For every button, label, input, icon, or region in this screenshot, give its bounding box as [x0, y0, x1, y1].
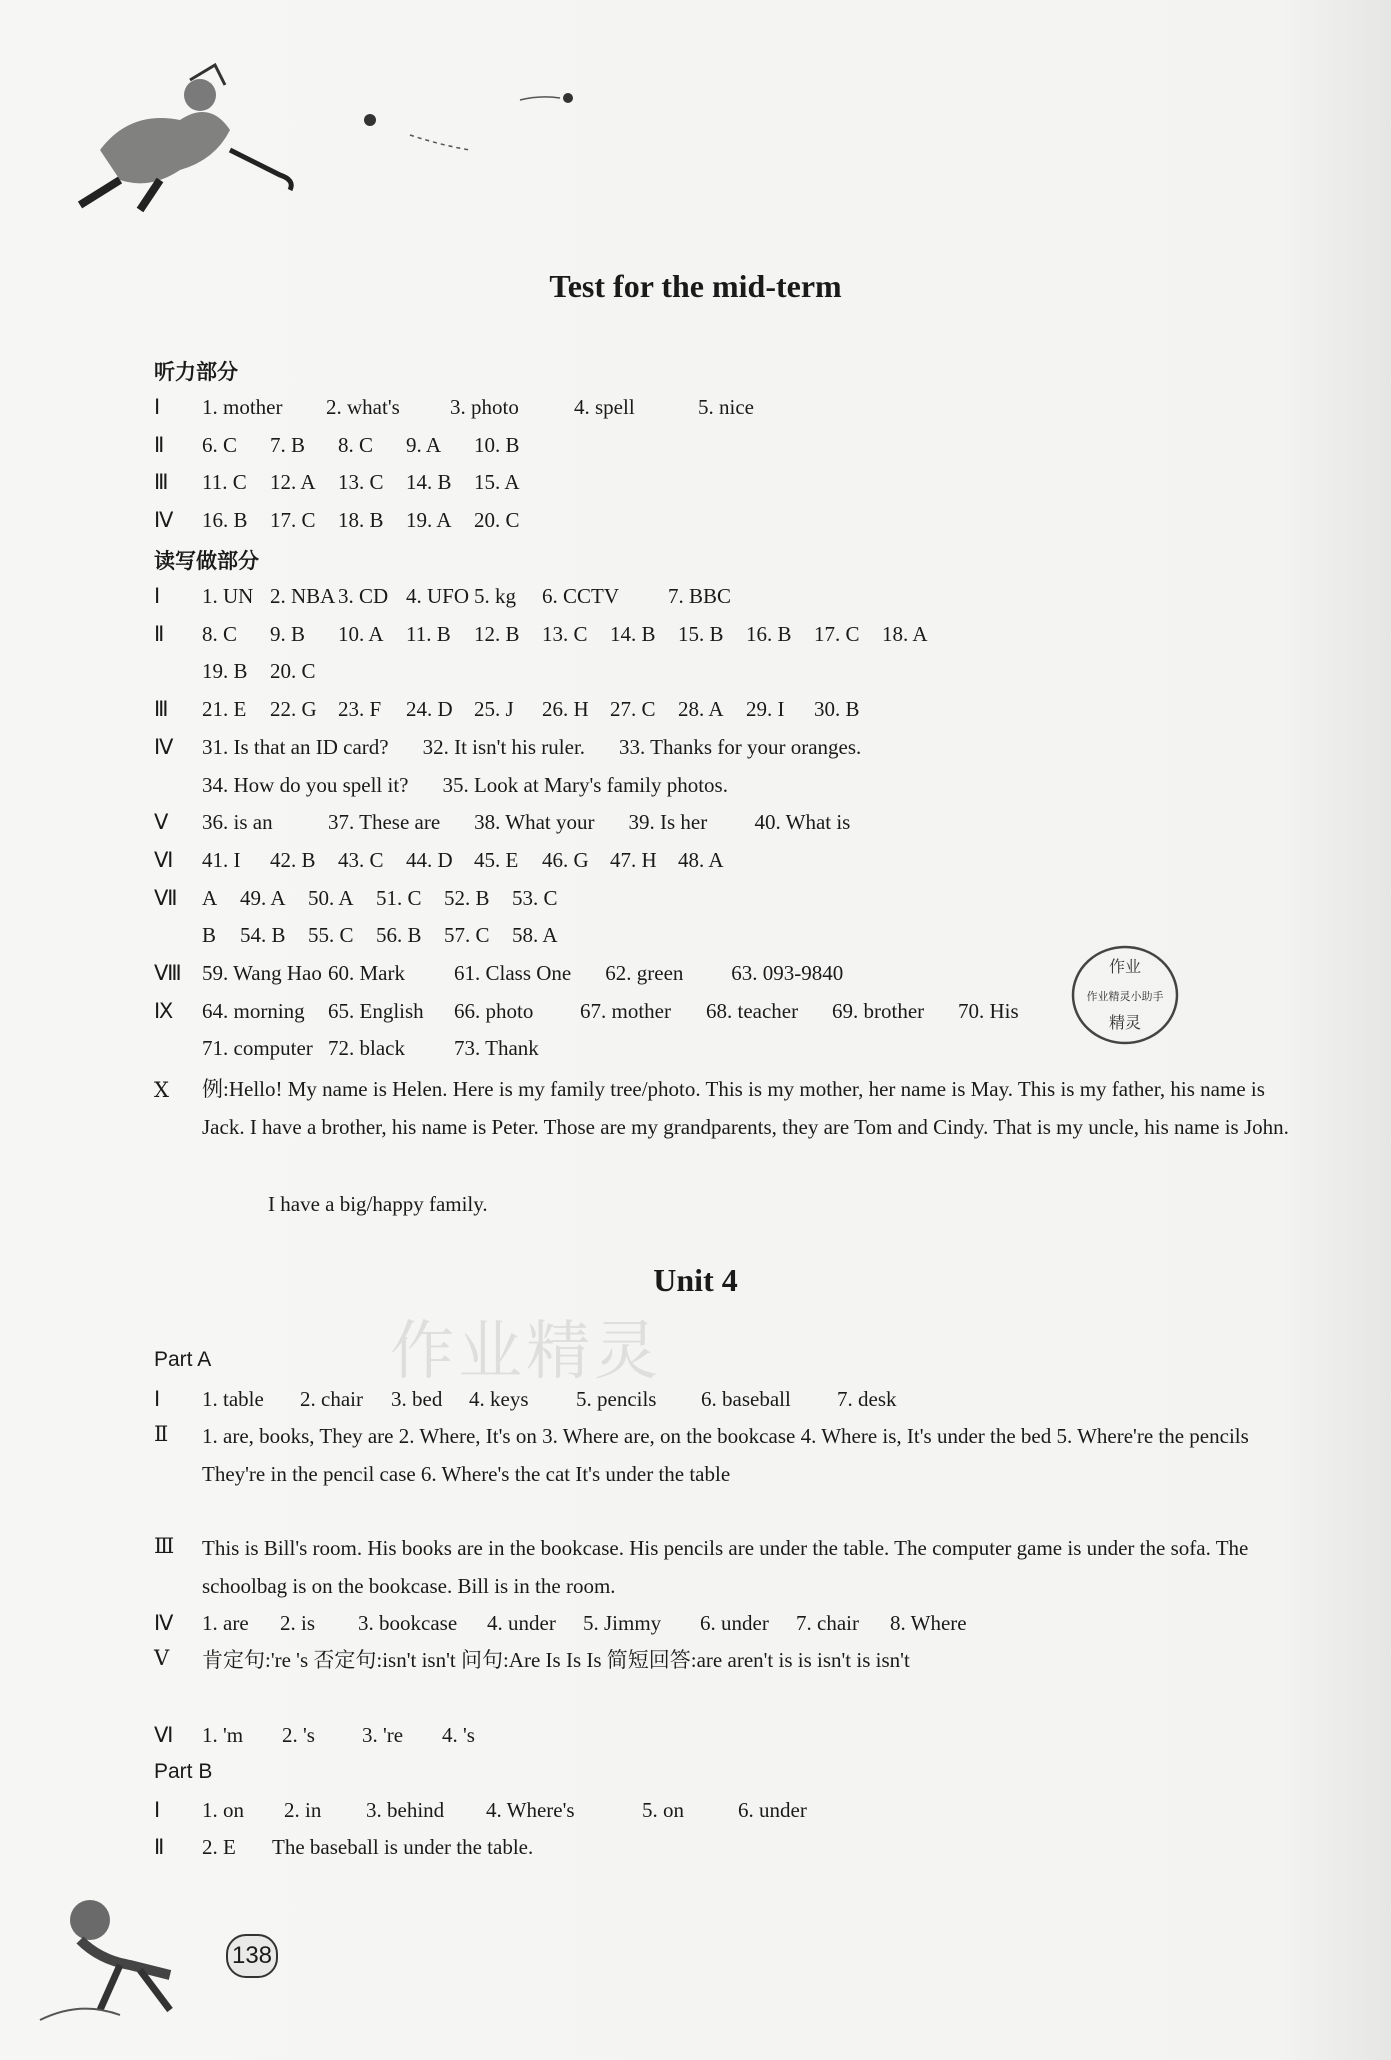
- answer-item: 1. UN: [202, 584, 254, 608]
- roman-numeral: Ⅳ: [154, 1611, 174, 1635]
- part-a-label: Part A: [154, 1348, 212, 1371]
- answer-item: 46. G: [542, 847, 589, 872]
- answer-item: 22. G: [270, 697, 317, 722]
- answer-item: 45. E: [474, 847, 519, 872]
- answer-item: 2. is: [280, 1611, 316, 1635]
- part-b-ii-line: [154, 1833, 533, 1861]
- answer-item: 73. Thank: [454, 1036, 539, 1061]
- answer-item: 55. C: [308, 923, 354, 948]
- answer-item: 66. photo: [454, 998, 534, 1023]
- part-a-ii-roman: Ⅱ: [154, 1422, 169, 1446]
- answer-item: 47. H: [610, 847, 657, 872]
- answer-item: 8. C: [202, 621, 238, 646]
- answer-line: [154, 846, 746, 874]
- answer-line: [154, 884, 580, 912]
- answer-item: 4. UFO: [406, 584, 470, 608]
- hockey-player-illustration: [40, 40, 600, 220]
- answer-item: 10. A: [338, 621, 384, 646]
- answer-item: 5. kg: [474, 584, 516, 608]
- answer-item: 7. BBC: [668, 584, 732, 608]
- answer-item: 61. Class One: [454, 961, 572, 985]
- answer-line: [154, 808, 881, 836]
- answer-item: 3. bookcase: [358, 1611, 458, 1635]
- answer-item: 6. CCTV: [542, 584, 620, 608]
- roman-numeral: Ⅲ: [154, 470, 169, 495]
- roman-numeral: Ⅰ: [154, 584, 161, 608]
- answer-line: [154, 959, 857, 987]
- answer-item: 9. B: [270, 621, 306, 646]
- answer-item: 42. B: [270, 847, 316, 872]
- answer-item: 72. black: [328, 1036, 405, 1061]
- answer-item: 6. baseball: [701, 1387, 791, 1411]
- roman-numeral: Ⅷ: [154, 961, 182, 985]
- answer-item: 5. nice: [698, 395, 754, 419]
- answer-item: 29. I: [746, 697, 785, 722]
- answer-item: 59. Wang Hao: [202, 961, 322, 985]
- answer-line: [154, 620, 950, 648]
- answer-item: 15. A: [474, 470, 520, 495]
- answer-item: 27. C: [610, 697, 656, 722]
- answer-item: 2. 's: [282, 1723, 315, 1747]
- answer-item: 34. How do you spell it?: [202, 772, 409, 797]
- answer-item: 1. mother: [202, 395, 283, 419]
- roman-numeral: Ⅱ: [154, 621, 165, 646]
- answer-item: 4. under: [487, 1611, 556, 1635]
- answer-item: 3. 're: [362, 1723, 404, 1747]
- answer-item: 50. A: [308, 885, 354, 910]
- roman-numeral: Ⅱ: [154, 1835, 165, 1859]
- answer-item: 39. Is her: [628, 810, 708, 835]
- answer-line: [154, 997, 1084, 1025]
- answer-item: 54. B: [240, 923, 286, 948]
- answer-item: 3. CD: [338, 584, 389, 608]
- answer-item: 17. C: [814, 621, 860, 646]
- answer-line: [154, 468, 542, 496]
- stamp-middle-text: 作业精灵小助手: [1086, 990, 1164, 1003]
- answer-item: 33. Thanks for your oranges.: [619, 734, 862, 759]
- answer-item: 53. C: [512, 885, 558, 910]
- roman-numeral: Ⅵ: [154, 1723, 174, 1747]
- answer-item: 12. B: [474, 621, 520, 646]
- answer-item: 8. Where: [890, 1611, 967, 1635]
- answer-item: 30. B: [814, 697, 860, 722]
- part-b-label: Part B: [154, 1760, 213, 1783]
- answer-item: 48. A: [678, 847, 724, 872]
- roman-numeral: Ⅱ: [154, 432, 165, 457]
- answer-line: [154, 657, 338, 685]
- answer-item: 5. pencils: [576, 1387, 657, 1411]
- answer-item: 1. are: [202, 1611, 249, 1635]
- answer-item: 3. bed: [391, 1387, 443, 1411]
- roman-numeral: Ⅲ: [154, 697, 169, 722]
- answer-line: [154, 582, 736, 610]
- answer-item: 7. desk: [837, 1387, 897, 1411]
- answer-item: 1. on: [202, 1798, 244, 1822]
- answer-line: [154, 921, 580, 949]
- answer-item: 60. Mark: [328, 961, 405, 985]
- roman-numeral: Ⅳ: [154, 734, 174, 759]
- answer-item: 14. B: [610, 621, 656, 646]
- answer-item: 31. Is that an ID card?: [202, 734, 389, 759]
- answer-item: 9. A: [406, 432, 442, 457]
- runner-illustration: [20, 1880, 250, 2030]
- answer-item: 17. C: [270, 508, 316, 533]
- answer-item: 15. B: [678, 621, 724, 646]
- answer-item: 2. chair: [300, 1387, 363, 1411]
- answer-item: B: [202, 923, 217, 948]
- answer-item: 4. 's: [442, 1723, 475, 1747]
- answer-item: 49. A: [240, 885, 286, 910]
- answer-item: 21. E: [202, 697, 247, 722]
- answer-item: 16. B: [746, 621, 792, 646]
- answer-line: [154, 695, 882, 723]
- answer-item: 19. A: [406, 508, 452, 533]
- answer-item: 3. behind: [366, 1798, 445, 1822]
- answer-item: 20. C: [270, 659, 316, 684]
- answer-item: 58. A: [512, 923, 558, 948]
- answer-item: 4. Where's: [486, 1798, 575, 1822]
- answer-item: 43. C: [338, 847, 384, 872]
- answer-item: 4. spell: [574, 395, 635, 419]
- answer-line: [154, 431, 542, 459]
- answer-item: 2. what's: [326, 395, 400, 419]
- answer-item: 57. C: [444, 923, 490, 948]
- answer-item: 71. computer: [202, 1036, 313, 1061]
- part-a-iv-line: [154, 1609, 980, 1637]
- answer-item: 23. F: [338, 697, 382, 722]
- answer-item: 6. C: [202, 432, 238, 457]
- answer-item: 13. C: [338, 470, 384, 495]
- answer-item: 6. under: [700, 1611, 769, 1635]
- answer-item: 44. D: [406, 847, 453, 872]
- answer-item: 1. table: [202, 1387, 264, 1411]
- answer-line: [154, 733, 895, 761]
- answer-item: 65. English: [328, 998, 424, 1023]
- answer-item: 2. E: [202, 1835, 236, 1859]
- answer-item: 4. keys: [469, 1387, 529, 1411]
- answer-item: 26. H: [542, 697, 589, 722]
- answer-item: 7. chair: [796, 1611, 859, 1635]
- roman-numeral: Ⅸ: [154, 998, 174, 1023]
- reading-section-label: 读写做部分: [154, 549, 259, 573]
- answer-item: 3. photo: [450, 395, 519, 419]
- answer-item: 35. Look at Mary's family photos.: [442, 772, 728, 797]
- answer-item: A: [202, 885, 218, 910]
- roman-numeral: Ⅶ: [154, 885, 178, 910]
- roman-numeral: Ⅵ: [154, 847, 174, 872]
- answer-item: 64. morning: [202, 998, 305, 1023]
- roman-numeral: Ⅰ: [154, 1387, 161, 1411]
- answer-item: 20. C: [474, 508, 520, 533]
- unit-title: Unit 4: [653, 1262, 738, 1298]
- answer-item: 1. 'm: [202, 1723, 244, 1747]
- roman-numeral: Ⅳ: [154, 508, 174, 533]
- answer-item: 37. These are: [328, 810, 441, 835]
- answer-item: 70. His: [958, 998, 1019, 1023]
- part-a-v-roman: Ⅴ: [154, 1646, 170, 1670]
- answer-line: [154, 771, 762, 799]
- answer-item: 62. green: [605, 961, 684, 985]
- listening-section-label: 听力部分: [154, 360, 238, 384]
- answer-item: 16. B: [202, 508, 248, 533]
- answer-item: 40. What is: [754, 810, 851, 835]
- answer-item: 19. B: [202, 659, 248, 684]
- answer-item: 36. is an: [202, 810, 273, 835]
- answer-item: 13. C: [542, 621, 588, 646]
- answer-item: 67. mother: [580, 998, 671, 1023]
- homework-stamp: [1070, 940, 1180, 1050]
- part-a-vi-line: [154, 1721, 502, 1749]
- answer-item: 68. teacher: [706, 998, 799, 1023]
- roman-numeral: Ⅴ: [154, 810, 169, 835]
- essay-roman: Ⅹ: [154, 1078, 169, 1102]
- answer-item: 2. NBA: [270, 584, 336, 608]
- answer-line: [154, 506, 542, 534]
- stamp-top-text: 作业: [1108, 957, 1142, 976]
- essay-text: 例:Hello! My name is Helen. Here is my family tree/photo. This is my mother, her name is May. This is my father, his name is Jack. I have a brother, his name is Peter. Those are my grandparents, they are Tom and Cindy. That is my uncle, his name is John.: [202, 1077, 1289, 1139]
- answer-item: 32. It isn't his ruler.: [422, 734, 586, 759]
- answer-item: 28. A: [678, 697, 724, 722]
- part-a-v-text: 肯定句:'re 's 否定句:isn't isn't 问句:Are Is Is Is 简短回答:are aren't is is isn't is isn't: [202, 1648, 910, 1672]
- part-b-i-line: [154, 1796, 828, 1824]
- essay-end: I have a big/happy family.: [268, 1192, 488, 1216]
- midterm-title: Test for the mid-term: [549, 268, 842, 304]
- answer-item: 11. C: [202, 470, 247, 495]
- answer-line: [154, 393, 822, 421]
- roman-numeral: Ⅰ: [154, 395, 161, 419]
- part-a-ii-text: 1. are, books, They are 2. Where, It's on 3. Where are, on the bookcase 4. Where is, It's under the bed 5. Where're the pencils They're in the pencil case 6. Where's the cat It's under the table: [202, 1424, 1249, 1486]
- watermark: 作业精灵: [390, 1315, 662, 1389]
- answer-line: [154, 1034, 580, 1062]
- answer-item: 7. B: [270, 432, 306, 457]
- answer-item: 69. brother: [832, 998, 925, 1023]
- answer-item: 14. B: [406, 470, 452, 495]
- answer-item: 10. B: [474, 432, 520, 457]
- answer-item: 63. 093-9840: [731, 961, 844, 985]
- answer-item: 11. B: [406, 621, 451, 646]
- answer-item: 18. A: [882, 621, 928, 646]
- answer-item: 12. A: [270, 470, 316, 495]
- answer-item: 6. under: [738, 1798, 807, 1822]
- answer-item: 25. J: [474, 697, 514, 722]
- answer-item: 5. Jimmy: [583, 1611, 662, 1635]
- answer-item: 24. D: [406, 697, 453, 722]
- part-a-iii-roman: Ⅲ: [154, 1534, 175, 1558]
- answer-item: 2. in: [284, 1798, 322, 1822]
- answer-item: 38. What your: [474, 810, 595, 835]
- page-number: 138: [226, 1934, 278, 1978]
- part-a-iii-text: This is Bill's room. His books are in the bookcase. His pencils are under the table. The computer game is under the sofa. The schoolbag is on the bookcase. Bill is in the room.: [202, 1536, 1249, 1598]
- part-a-i-line: [154, 1385, 927, 1413]
- roman-numeral: Ⅰ: [154, 1798, 161, 1822]
- answer-item: 56. B: [376, 923, 422, 948]
- stamp-bottom-text: 精灵: [1108, 1013, 1142, 1032]
- answer-item: 18. B: [338, 508, 384, 533]
- answer-item: 51. C: [376, 885, 422, 910]
- answer-item: 52. B: [444, 885, 490, 910]
- answer-item: 8. C: [338, 432, 374, 457]
- answer-item: 5. on: [642, 1798, 684, 1822]
- answer-item: The baseball is under the table.: [272, 1835, 534, 1859]
- answer-item: 41. I: [202, 847, 241, 872]
